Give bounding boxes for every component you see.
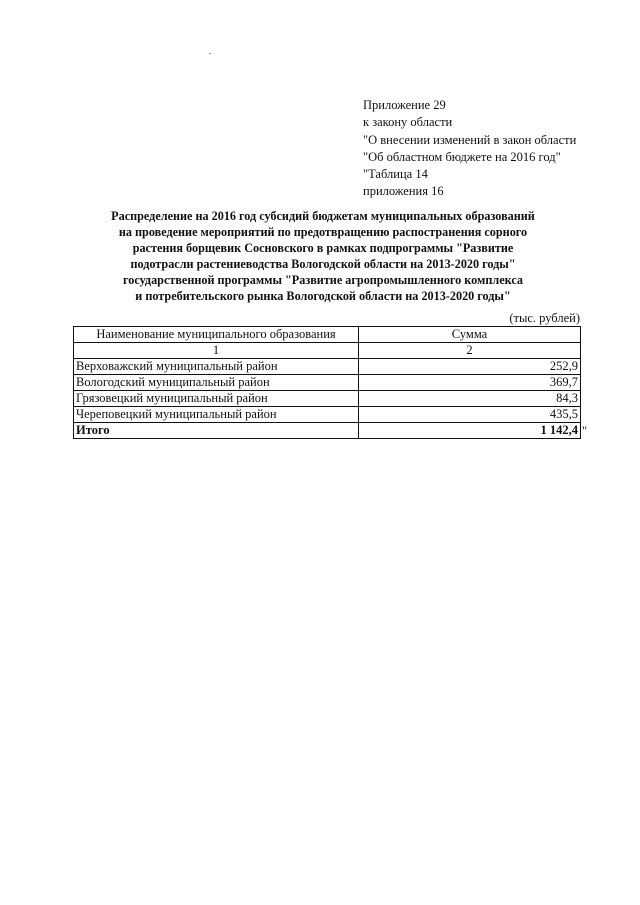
column-header-sum: Сумма [359, 327, 581, 343]
distribution-table [73, 326, 581, 439]
column-number: 1 [74, 343, 359, 359]
district-name: Верховажский муниципальный район [74, 359, 359, 375]
appendix-line: "О внесении изменений в закон области [363, 132, 577, 147]
district-name: Грязовецкий муниципальный район [74, 391, 359, 407]
closing-quote: " [582, 424, 588, 438]
appendix-line: к закону области [363, 115, 453, 130]
district-sum: 84,3 [359, 391, 581, 407]
appendix-line: "Об областном бюджете на 2016 год" [363, 149, 561, 164]
total-row [74, 423, 581, 439]
title-line: подотрасли растениеводства Вологодской области на 2013-2020 годы" [130, 257, 516, 272]
appendix-line: "Таблица 14 [363, 167, 428, 182]
district-name: Череповецкий муниципальный район [74, 407, 359, 423]
scan-artifact [209, 53, 211, 54]
appendix-line: Приложение 29 [363, 98, 446, 112]
column-number-row [74, 343, 581, 359]
units-label: (тыс. рублей) [509, 311, 580, 325]
title-line: государственной программы "Развитие агропромышленного комплекса [123, 273, 523, 288]
appendix-line: приложения 16 [363, 184, 444, 199]
table-row [74, 391, 581, 407]
table-row [74, 407, 581, 423]
title-line: на проведение мероприятий по предотвращению распостранения сорного [118, 225, 528, 240]
district-sum: 435,5 [359, 407, 581, 423]
total-sum: 1 142,4 [359, 423, 581, 439]
table-row [74, 359, 581, 375]
district-name: Вологодский муниципальный район [74, 375, 359, 391]
title-line: Распределение на 2016 год субсидий бюджетам муниципальных образований [111, 209, 535, 223]
district-sum: 369,7 [359, 375, 581, 391]
appendix-header [363, 97, 576, 201]
column-header-name: Наименование муниципального образования [74, 327, 359, 343]
table-row [74, 375, 581, 391]
title-line: и потребительского рынка Вологодской области на 2013-2020 годы" [135, 289, 511, 304]
district-sum: 252,9 [359, 359, 581, 375]
table-header-row [74, 327, 581, 343]
title-line: растения борщевик Сосновского в рамках подпрограммы "Развитие [132, 241, 514, 256]
column-number: 2 [359, 343, 581, 359]
total-label: Итого [74, 423, 359, 439]
document-title [78, 208, 568, 305]
